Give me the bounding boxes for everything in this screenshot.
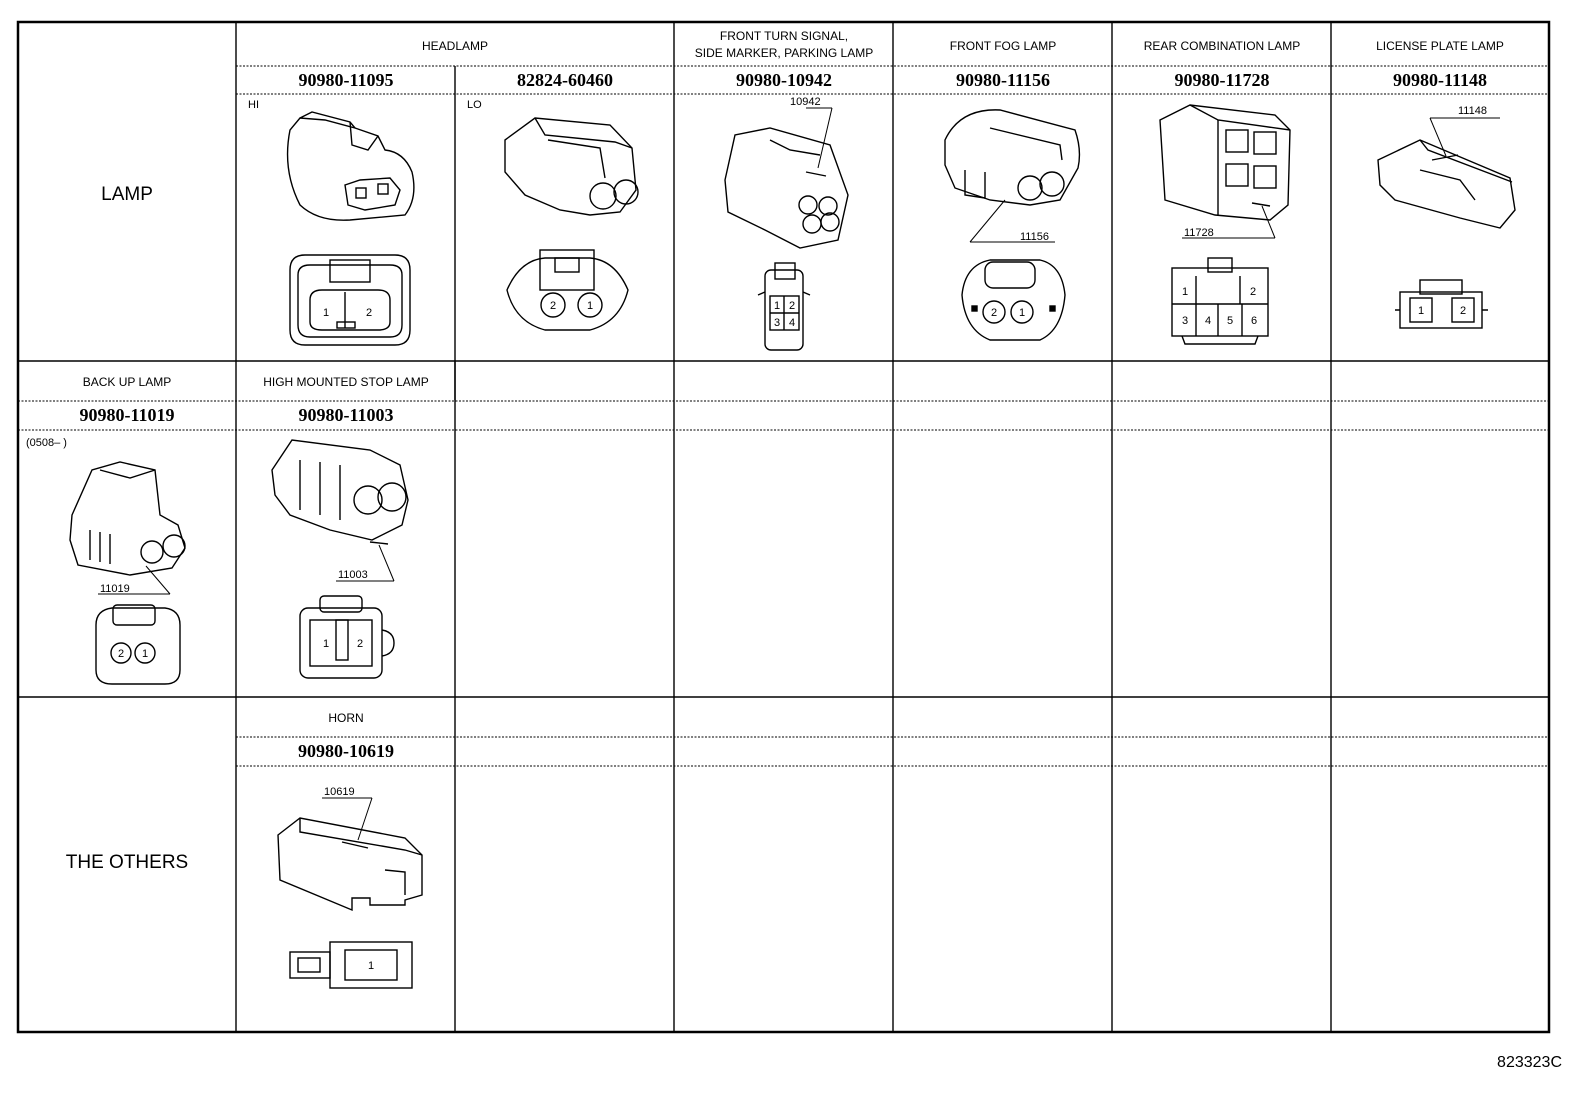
- callout-rear: 11728: [1184, 227, 1214, 239]
- part-number-rear: 90980-11728: [1174, 70, 1270, 90]
- connector-license-drawing: [1378, 140, 1515, 328]
- pin-license-1: 1: [1417, 305, 1425, 317]
- pin-rear-2: 2: [1249, 286, 1257, 298]
- connector-hi-drawing: [288, 112, 414, 345]
- callout-turn-leader: [818, 108, 832, 168]
- header-turn-line1: FRONT TURN SIGNAL,: [719, 29, 849, 43]
- callout-stop-leader: [379, 545, 394, 581]
- part-number-license: 90980-11148: [1392, 70, 1488, 90]
- section-label-others: THE OTHERS: [65, 852, 189, 873]
- callout-rear-leader: [1262, 206, 1275, 238]
- pin-lo-2: 2: [549, 300, 557, 312]
- part-number-stop: 90980-11003: [298, 405, 394, 425]
- connector-turn-drawing: [725, 128, 848, 350]
- part-number-horn: 90980-10619: [298, 741, 394, 761]
- callout-stop: 11003: [338, 569, 368, 581]
- header-stop: HIGH MOUNTED STOP LAMP: [263, 375, 429, 389]
- label-hi: HI: [248, 99, 259, 111]
- pin-lo-1: 1: [586, 300, 594, 312]
- pin-backup-2: 2: [117, 648, 125, 660]
- header-license: LICENSE PLATE LAMP: [1376, 39, 1504, 53]
- row-lines: [18, 361, 1549, 697]
- pin-hi-2: 2: [365, 307, 373, 319]
- header-fog: FRONT FOG LAMP: [949, 39, 1057, 53]
- part-number-lo: 82824-60460: [517, 70, 613, 90]
- column-lines: [236, 22, 1331, 1032]
- header-backup: BACK UP LAMP: [82, 375, 172, 389]
- pin-rear-4: 4: [1204, 315, 1212, 327]
- pin-fog-1: 1: [1018, 307, 1026, 319]
- pin-turn-2: 2: [788, 300, 796, 312]
- header-headlamp: HEADLAMP: [421, 39, 489, 53]
- callout-horn: 10619: [324, 786, 355, 798]
- pin-rear-1: 1: [1181, 286, 1189, 298]
- subheader-lines: [18, 66, 1549, 766]
- pin-stop-1: 1: [322, 638, 330, 650]
- header-turn-line2: SIDE MARKER, PARKING LAMP: [694, 46, 874, 60]
- callout-fog-leader: [970, 200, 1005, 242]
- part-number-backup: 90980-11019: [79, 405, 175, 425]
- label-lo: LO: [467, 99, 482, 111]
- connector-stop-drawing: [272, 440, 408, 678]
- pin-turn-4: 4: [788, 317, 796, 329]
- date-note-backup: (0508– ): [26, 437, 67, 449]
- pin-rear-6: 6: [1250, 315, 1258, 327]
- pin-turn-3: 3: [773, 317, 781, 329]
- callout-turn: 10942: [790, 96, 821, 108]
- pin-horn-1: 1: [367, 960, 375, 972]
- diagram-code: 823323C: [1497, 1054, 1562, 1071]
- connector-fog-drawing: [945, 110, 1079, 340]
- pin-rear-5: 5: [1226, 315, 1234, 327]
- pin-turn-1: 1: [773, 300, 781, 312]
- part-number-fog: 90980-11156: [955, 70, 1051, 90]
- pin-hi-1: 1: [322, 307, 330, 319]
- callout-backup: 11019: [100, 583, 130, 595]
- connector-backup-drawing: [70, 462, 185, 684]
- header-horn: HORN: [328, 711, 364, 725]
- callout-license: 11148: [1458, 105, 1487, 117]
- section-label-lamp: LAMP: [101, 184, 153, 205]
- part-number-hi: 90980-11095: [298, 70, 394, 90]
- part-number-turn: 90980-10942: [736, 70, 832, 90]
- callout-license-leader: [1430, 118, 1446, 156]
- header-rear: REAR COMBINATION LAMP: [1143, 39, 1301, 53]
- connector-horn-drawing: [278, 818, 422, 988]
- connector-lo-drawing: [505, 118, 638, 330]
- chart-border: [18, 22, 1549, 1032]
- callout-fog: 11156: [1020, 231, 1049, 243]
- pin-backup-1: 1: [141, 648, 149, 660]
- connector-rear-drawing: [1160, 105, 1290, 344]
- callout-horn-leader: [358, 798, 372, 840]
- pin-license-2: 2: [1459, 305, 1467, 317]
- pin-stop-2: 2: [356, 638, 364, 650]
- pin-rear-3: 3: [1181, 315, 1189, 327]
- pin-fog-2: 2: [990, 307, 998, 319]
